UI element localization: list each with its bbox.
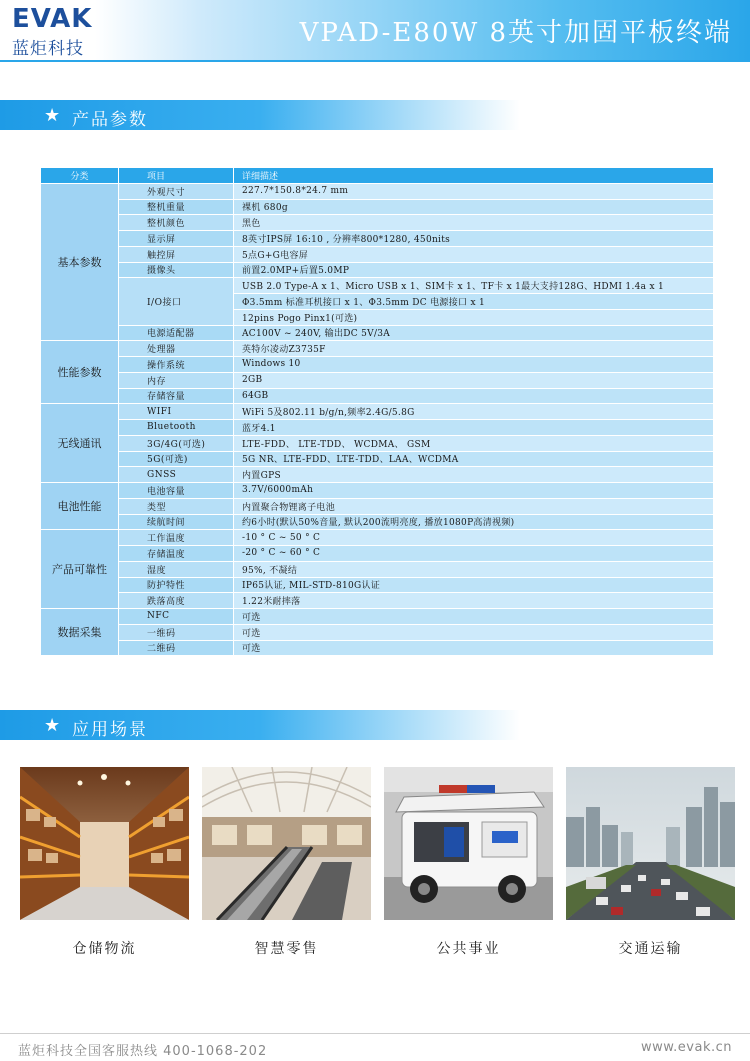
value-cell: IP65认证, MIL-STD-810G认证 xyxy=(234,577,714,593)
item-cell: 电源适配器 xyxy=(119,325,234,341)
warehouse-photo xyxy=(20,767,189,920)
value-cell: -20 ° C ~ 60 ° C xyxy=(234,546,714,562)
scene-card xyxy=(202,767,371,958)
item-cell: 电池容量 xyxy=(119,483,234,499)
patrol-vehicle-photo xyxy=(384,767,553,920)
table-row xyxy=(41,404,714,420)
item-cell: 摄像头 xyxy=(119,262,234,278)
brand-logo xyxy=(12,4,93,59)
table-row xyxy=(41,325,714,341)
item-cell: 类型 xyxy=(119,498,234,514)
footer-hotline: 蓝炬科技全国客服热线 400-1068-202 xyxy=(18,1044,268,1059)
table-row xyxy=(41,435,714,451)
table-row xyxy=(41,624,714,640)
item-cell: 续航时间 xyxy=(119,514,234,530)
category-cell: 数据采集 xyxy=(41,609,119,656)
value-cell: 蓝牙4.1 xyxy=(234,420,714,436)
item-cell: 跌落高度 xyxy=(119,593,234,609)
scene-card xyxy=(20,767,189,958)
scene-card xyxy=(384,767,553,958)
item-cell: 处理器 xyxy=(119,341,234,357)
value-cell: 英特尔凌动Z3735F xyxy=(234,341,714,357)
value-cell: 95%, 不凝结 xyxy=(234,561,714,577)
value-cell: WiFi 5及802.11 b/g/n,频率2.4G/5.8G xyxy=(234,404,714,420)
table-row xyxy=(41,546,714,562)
value-cell: 前置2.0MP+后置5.0MP xyxy=(234,262,714,278)
table-row xyxy=(41,357,714,373)
value-cell: 5点G+G电容屏 xyxy=(234,246,714,262)
table-row xyxy=(41,577,714,593)
category-cell: 性能参数 xyxy=(41,341,119,404)
category-cell: 基本参数 xyxy=(41,183,119,341)
value-cell: AC100V ~ 240V, 输出DC 5V/3A xyxy=(234,325,714,341)
application-scenes xyxy=(20,767,740,967)
table-row xyxy=(41,215,714,231)
city-traffic-photo xyxy=(566,767,735,920)
item-cell: WIFI xyxy=(119,404,234,420)
item-cell: 二维码 xyxy=(119,640,234,656)
table-row xyxy=(41,498,714,514)
value-cell: 3.7V/6000mAh xyxy=(234,483,714,499)
page-header xyxy=(0,0,750,60)
category-cell: 电池性能 xyxy=(41,483,119,530)
logo-wordmark: EVAK xyxy=(12,4,93,34)
item-cell: 一维码 xyxy=(119,624,234,640)
item-cell: 外观尺寸 xyxy=(119,183,234,199)
section-title: 应用场景 xyxy=(72,720,148,740)
item-cell: GNSS xyxy=(119,467,234,483)
spec-table xyxy=(40,167,714,656)
value-cell: 裸机 680g xyxy=(234,199,714,215)
table-row xyxy=(41,467,714,483)
table-row xyxy=(41,640,714,656)
table-row xyxy=(41,483,714,499)
column-header: 详细描述 xyxy=(234,168,714,184)
value-cell: USB 2.0 Type-A x 1、Micro USB x 1、SIM卡 x 1、TF卡 x 1最大支持128G、HDMI 1.4a x 1 xyxy=(234,278,714,294)
item-cell: 操作系统 xyxy=(119,357,234,373)
item-cell: 整机重量 xyxy=(119,199,234,215)
item-cell: 5G(可选) xyxy=(119,451,234,467)
value-cell: 可选 xyxy=(234,640,714,656)
table-row xyxy=(41,231,714,247)
value-cell: 8英寸IPS屏 16:10 , 分辨率800*1280, 450nits xyxy=(234,231,714,247)
table-row xyxy=(41,451,714,467)
item-cell: 防护特性 xyxy=(119,577,234,593)
value-cell: 黑色 xyxy=(234,215,714,231)
section-title: 产品参数 xyxy=(72,110,148,130)
header-divider xyxy=(0,60,750,62)
table-row xyxy=(41,593,714,609)
item-cell: 整机颜色 xyxy=(119,215,234,231)
item-cell: Bluetooth xyxy=(119,420,234,436)
item-cell: 湿度 xyxy=(119,561,234,577)
section-heading-params xyxy=(0,100,520,130)
item-cell: 显示屏 xyxy=(119,231,234,247)
section-heading-scenes xyxy=(0,710,520,740)
table-row xyxy=(41,372,714,388)
item-cell: 工作温度 xyxy=(119,530,234,546)
scene-card xyxy=(566,767,735,958)
product-title: VPAD-E80W 8英寸加固平板终端 xyxy=(299,18,732,48)
table-header-row xyxy=(41,168,714,184)
scene-caption: 交通运输 xyxy=(618,941,683,957)
table-row xyxy=(41,341,714,357)
table-row xyxy=(41,278,714,294)
table-row xyxy=(41,530,714,546)
star-icon: ★ xyxy=(44,715,61,736)
item-cell: NFC xyxy=(119,609,234,625)
logo-subtitle: 蓝炬科技 xyxy=(12,39,84,59)
column-header: 分类 xyxy=(41,168,119,184)
value-cell: 可选 xyxy=(234,609,714,625)
value-cell: Φ3.5mm 标准耳机接口 x 1、Φ3.5mm DC 电源接口 x 1 xyxy=(234,294,714,310)
value-cell: 227.7*150.8*24.7 mm xyxy=(234,183,714,199)
scene-caption: 智慧零售 xyxy=(254,941,319,957)
scene-caption: 仓储物流 xyxy=(72,941,137,957)
table-row xyxy=(41,183,714,199)
category-cell: 产品可靠性 xyxy=(41,530,119,609)
value-cell: 5G NR、LTE-FDD、LTE-TDD、LAA、WCDMA xyxy=(234,451,714,467)
value-cell: 1.22米耐摔落 xyxy=(234,593,714,609)
item-cell: 存储温度 xyxy=(119,546,234,562)
value-cell: 内置GPS xyxy=(234,467,714,483)
category-cell: 无线通讯 xyxy=(41,404,119,483)
table-row xyxy=(41,262,714,278)
table-row xyxy=(41,246,714,262)
footer-divider xyxy=(0,1033,750,1034)
table-row xyxy=(41,609,714,625)
item-cell: 3G/4G(可选) xyxy=(119,435,234,451)
table-row xyxy=(41,199,714,215)
scene-caption: 公共事业 xyxy=(436,941,501,957)
value-cell: 约6小时(默认50%音量, 默认200流明亮度, 播放1080P高清视频) xyxy=(234,514,714,530)
item-cell: 内存 xyxy=(119,372,234,388)
item-cell: I/O接口 xyxy=(119,278,234,325)
star-icon: ★ xyxy=(44,105,61,126)
footer-website[interactable]: www.evak.cn xyxy=(640,1040,732,1055)
value-cell: 64GB xyxy=(234,388,714,404)
value-cell: -10 ° C ~ 50 ° C xyxy=(234,530,714,546)
item-cell: 触控屏 xyxy=(119,246,234,262)
spec-table-body xyxy=(41,183,714,656)
value-cell: 可选 xyxy=(234,624,714,640)
column-header: 项目 xyxy=(119,168,234,184)
table-row xyxy=(41,561,714,577)
value-cell: Windows 10 xyxy=(234,357,714,373)
value-cell: 2GB xyxy=(234,372,714,388)
value-cell: 内置聚合物锂离子电池 xyxy=(234,498,714,514)
table-row xyxy=(41,388,714,404)
mall-escalator-photo xyxy=(202,767,371,920)
value-cell: LTE-FDD、 LTE-TDD、 WCDMA、 GSM xyxy=(234,435,714,451)
item-cell: 存储容量 xyxy=(119,388,234,404)
table-row xyxy=(41,420,714,436)
value-cell: 12pins Pogo Pinx1(可选) xyxy=(234,309,714,325)
table-row xyxy=(41,514,714,530)
